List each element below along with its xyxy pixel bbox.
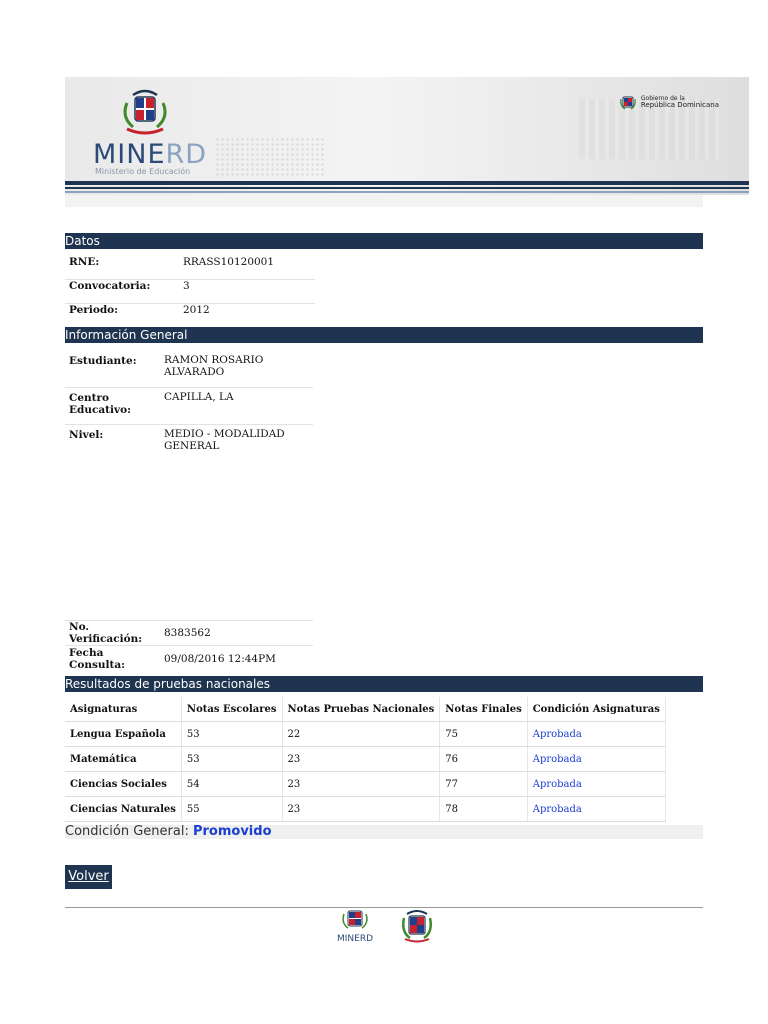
notas-escolares-cell: 54: [181, 772, 282, 797]
verificacion-table: [65, 620, 313, 672]
verificacion-value: 8383562: [160, 621, 313, 646]
dot-pattern: [215, 137, 325, 177]
header-banner: [65, 77, 749, 195]
info-value: RAMON ROSARIO ALVARADO: [160, 351, 313, 387]
info-table: [65, 351, 313, 460]
subject-cell: Lengua Española: [65, 722, 181, 747]
banner-stripe: [65, 181, 749, 185]
verificacion-row: [65, 621, 313, 646]
notas-finales-cell: 76: [440, 747, 527, 772]
government-seal-icon: [619, 93, 637, 111]
header-subbar: [65, 195, 703, 207]
notas-pruebas-cell: 23: [282, 797, 440, 822]
condicion-value: Promovido: [192, 824, 272, 839]
datos-value: RRASS10120001: [179, 256, 315, 279]
table-row: [65, 722, 665, 747]
header-notas-escolares: Notas Escolares: [181, 697, 282, 722]
footer-minerd-text: MINERD: [336, 934, 374, 944]
notas-pruebas-cell: 23: [282, 747, 440, 772]
notas-pruebas-cell: 23: [282, 772, 440, 797]
datos-value: 3: [179, 279, 315, 303]
results-header-row: [65, 697, 665, 722]
table-row: [65, 747, 665, 772]
header-notas-pruebas: Notas Pruebas Nacionales: [282, 697, 440, 722]
condicion-general: [65, 825, 703, 839]
logo-subtitle: Ministerio de Educación: [95, 167, 191, 176]
info-label: Centro Educativo:: [65, 387, 160, 424]
condicion-cell: Aprobada: [527, 722, 665, 747]
datos-row: [65, 303, 315, 327]
section-datos: Datos: [65, 233, 703, 249]
subject-cell: Ciencias Naturales: [65, 797, 181, 822]
coat-of-arms-icon: [117, 87, 173, 141]
results-table: [65, 697, 666, 822]
header-asignaturas: Asignaturas: [65, 697, 181, 722]
footer-shield-icon: [399, 908, 435, 944]
banner-stripe: [65, 191, 749, 193]
condicion-cell: Aprobada: [527, 772, 665, 797]
gov-line-2: República Dominicana: [640, 101, 719, 109]
minerd-logo-text: [93, 139, 207, 170]
info-row: [65, 424, 313, 460]
notas-finales-cell: 78: [440, 797, 527, 822]
datos-label: RNE:: [65, 256, 179, 279]
section-resultados: Resultados de pruebas nacionales: [65, 676, 703, 692]
footer-logos: [333, 908, 435, 944]
verificacion-row: [65, 646, 313, 672]
notas-pruebas-cell: 22: [282, 722, 440, 747]
table-row: [65, 797, 665, 822]
info-row: [65, 387, 313, 424]
footer-coat-of-arms-icon: [333, 908, 377, 930]
logo-word-dark: MINE: [93, 139, 166, 170]
info-label: Nivel:: [69, 428, 104, 441]
info-label: Estudiante:: [65, 351, 160, 387]
info-value: MEDIO - MODALIDAD GENERAL: [164, 427, 285, 452]
datos-label: Periodo:: [69, 303, 119, 316]
condicion-label: Condición General:: [65, 824, 189, 839]
condicion-cell: Aprobada: [527, 797, 665, 822]
subject-cell: Matemática: [65, 747, 181, 772]
notas-escolares-cell: 55: [181, 797, 282, 822]
subject-cell: Ciencias Sociales: [65, 772, 181, 797]
government-text: [641, 95, 719, 109]
datos-row: [65, 279, 315, 303]
info-value: CAPILLA, LA: [160, 387, 313, 424]
info-row: [65, 351, 313, 387]
header-notas-finales: Notas Finales: [440, 697, 527, 722]
logo-word-light: RD: [165, 139, 208, 170]
datos-row: [65, 256, 315, 279]
notas-finales-cell: 75: [440, 722, 527, 747]
section-info-general: Información General: [65, 327, 703, 343]
condicion-cell: Aprobada: [527, 747, 665, 772]
notas-escolares-cell: 53: [181, 747, 282, 772]
verificacion-label: Fecha Consulta:: [69, 646, 126, 671]
footer-minerd-logo: [333, 908, 377, 944]
banner-stripe: [65, 187, 749, 189]
table-row: [65, 772, 665, 797]
datos-table: [65, 256, 315, 327]
verificacion-value: 09/08/2016 12:44PM: [164, 652, 276, 665]
volver-button[interactable]: Volver: [65, 865, 112, 889]
header-condicion: Condición Asignaturas: [527, 697, 665, 722]
datos-value: 2012: [183, 303, 210, 316]
verificacion-label: No. Verificación:: [65, 621, 160, 646]
notas-finales-cell: 77: [440, 772, 527, 797]
notas-escolares-cell: 53: [181, 722, 282, 747]
government-badge: [619, 93, 719, 111]
gov-line-1: Gobierno de la: [640, 95, 685, 102]
datos-label: Convocatoria:: [65, 279, 179, 303]
